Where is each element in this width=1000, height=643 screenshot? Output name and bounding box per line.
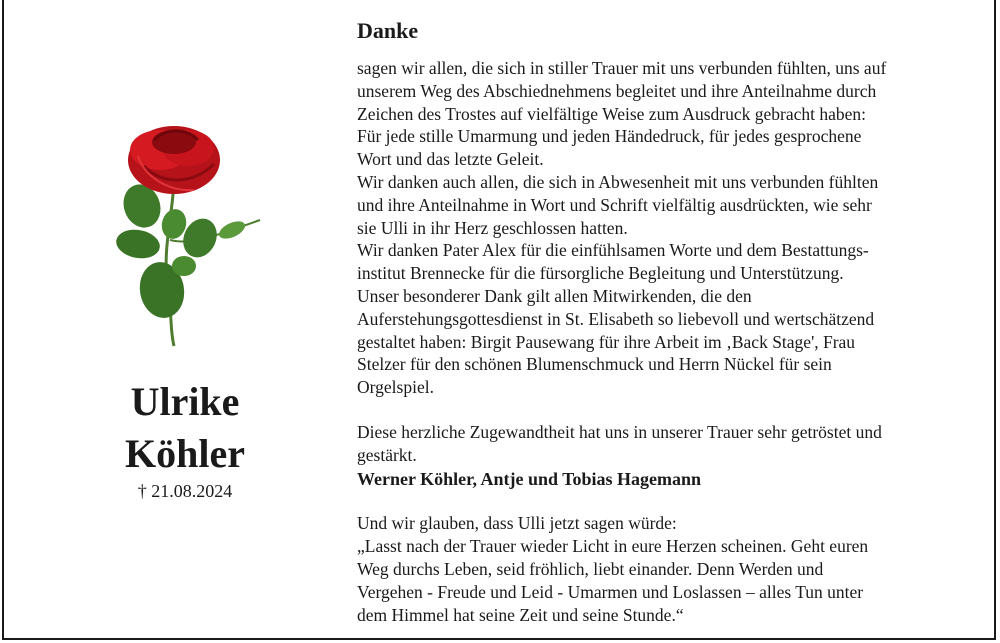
death-date: † 21.08.2024 bbox=[137, 481, 233, 501]
deceased-first-name: Ulrike bbox=[130, 379, 240, 424]
thanks-paragraph: sagen wir allen, die sich in stiller Trauer mit uns verbunden fühlten, uns auf unserem Weg des Abschiednehmens begleitet und ihre Anteilnahme durch Zeichen des Trostes auf vielfältige Weise zum Ausdruck gebracht haben: Für jede stille Umarmung und jeden Händedruck, für jedes gesprochene Wort und das letzte Geleit. Wir danken auch allen, die sich in Abwesenheit mit uns verbunden fühlten und ihre Anteilnahme in Wort und Schrift vielfältig ausdrückten, wie sehr sie Ulli in ihr Herz geschlossen hatten. Wir danken Pater Alex für die einfühlsamen Worte und dem Bestattungs- institut Brennecke für die fürsorgliche Begleitung und Unterstützung. Unser besonderer Dank gilt allen Mitwirkenden, die den Auferstehungsgottesdienst in St. Elisabeth so liebevoll und wertschätzend gestaltet haben: Birgit Pausewang für ihre Arbeit im ‚Back Stage', Frau Stelzer für den schönen Blumenschmuck und Herrn Nückel für sein Orgelspiel. bbox=[357, 58, 887, 398]
signature: Werner Köhler, Antje und Tobias Hagemann bbox=[357, 468, 702, 489]
spacer bbox=[357, 490, 977, 512]
memorial-column bbox=[0, 0, 340, 643]
deceased-last-name: Köhler bbox=[125, 431, 245, 476]
quote-paragraph: Und wir glauben, dass Ulli jetzt sagen würde: „Lasst nach der Trauer wieder Licht in eure Herzen scheinen. Geht euren Weg durchs Leben, seid fröhlich, liebt einander. Denn Werden und Vergehen - Freude und Leid - Umarmen und Loslassen – alles Tun unter dem Himmel hat seine Zeit und seine Stunde.“ bbox=[357, 513, 869, 625]
comfort-paragraph: Diese herzliche Zugewandtheit hat uns in unserer Trauer sehr getröstet und gestärkt. bbox=[357, 421, 882, 465]
spacer bbox=[357, 399, 977, 421]
heading: Danke bbox=[357, 18, 419, 43]
rose-image bbox=[110, 120, 270, 350]
thanks-text-column bbox=[357, 16, 977, 626]
